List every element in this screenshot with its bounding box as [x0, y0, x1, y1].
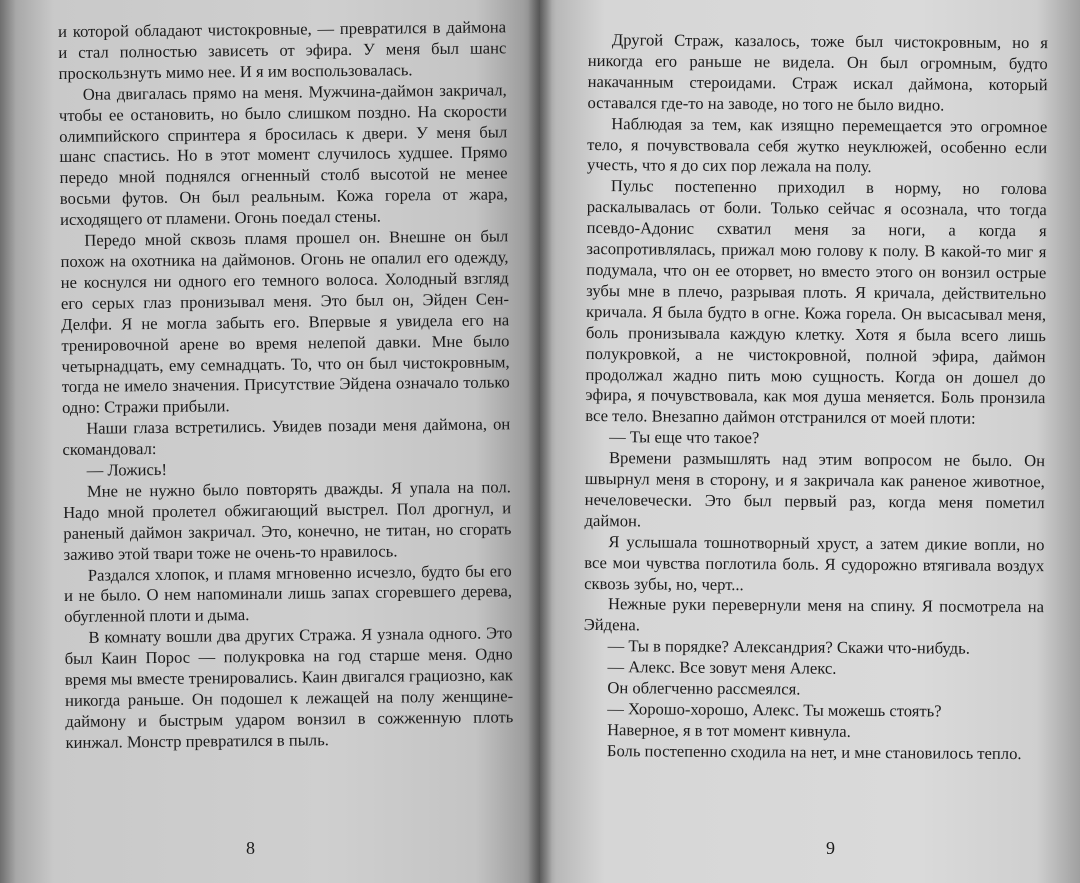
paragraph: Раздался хлопок, и пламя мгновенно исчезло, будто бы его и не было. О нем напоминали лишь запах сгоревшего дерева, обугленной плоти и дыма.	[63, 560, 513, 627]
paragraph: Он облегченно рассмеялся.	[607, 678, 801, 699]
paragraph: Наверное, я в тот момент кивнула.	[607, 720, 851, 741]
paragraph: Наблюдая за тем, как изящно перемещается это огромное тело, я почувствовала себя жутко неуклюжей, особенно если учесть, что я до сих пор лежала на полу.	[586, 113, 1048, 177]
right-page-text	[583, 30, 1048, 765]
paragraph: — Ты еще что такое?	[609, 427, 760, 448]
paragraph: Боль постепенно сходила на нет, и мне становилось тепло.	[606, 740, 1022, 763]
paragraph: Пульс постепенно приходил в норму, но голова раскалывалась от боли. Только сейчас я осознала, что тогда псевдо-Адонис схватил меня за ноги, а когда я засопротивлялась, прижал мою голову к полу. В какой-то миг я подумала, что он ее оторвет, но вместо этого он вонзил острые зубы мне в плечо, разрывая плоть. Я кричала, действительно кричала. Я была будто в огне. Кожа горела. Он высасывал меня, боль пронизывала каждую клетку. Хотя я была всего лишь полукровкой, а не чистокровной, полной эфира, даймон продолжал жадно пить мою сущность. Когда он дошел до эфира, я почувствовала, как моя душа меняется. Боль пронзила все тело. Внезапно даймон отстранился от моей плоти:	[585, 176, 1047, 429]
paragraph: — Ложись!	[86, 459, 168, 480]
paragraph: Другой Страж, казалось, тоже был чистокровным, но я никогда его раньше не видела. Он был огромным, будто накачанным стероидами. Страж искал даймона, который оставался где-то на заводе, но того не было видно.	[587, 30, 1048, 115]
paragraph: — Хорошо-хорошо, Алекс. Ты можешь стоять?	[607, 699, 942, 721]
paragraph: — Ты в порядке? Александрия? Скажи что-нибудь.	[607, 636, 970, 658]
page-number-left: 8	[246, 838, 255, 858]
paragraph: Времени размышлять над этим вопросом не было. Он швырнул меня в сторону, и я закричала как раненое животное, нечеловечески. Это был первый раз, когда меня пометил даймон.	[584, 448, 1046, 531]
paragraph: Передо мной сквозь пламя прошел он. Внешне он был похож на охотника на даймонов. Огонь не опалил его одежду, не коснулся ни одного его темного волоса. Холодный взгляд его серых глаз пронизывал меня. Это был он, Эйден Сен-Делфи. Я не могла забыть его. Впервые я увидела его на тренировочной арене во время нелепой давки. Мне было четырнадцать, ему семнадцать. То, что он был чистокровным, тогда не имело значения. Присутствие Эйдена означало только одно: Стражи прибыли.	[60, 226, 510, 418]
right-page	[540, 0, 1080, 883]
paragraph: Она двигалась прямо на меня. Мужчина-даймон закричал, чтобы ее остановить, но было слишком поздно. На скорости олимпийского спринтера я бросилась к двери. У меня был шанс спастись. Но в этот момент случилось худшее. Прямо передо мной поднялся огненный столб высотой не менее восьми футов. Он был реальным. Кожа горела от жара, исходящего от пламени. Огонь поедал стены.	[58, 80, 508, 230]
paragraph: Мне не нужно было повторять дважды. Я упала на пол. Надо мной пролетел обжигающий выстрел. Пол дрогнул, и раненый даймон закричал. Это, конечно, не титан, но сгорать заживо этой твари тоже не очень-то нравилось.	[63, 477, 512, 564]
paragraph: Нежные руки перевернули меня на спину. Я посмотрела на Эйдена.	[583, 594, 1045, 635]
page-number-right: 9	[826, 838, 835, 858]
paragraph: Я услышала тошнотворный хруст, а затем дикие вопли, но все мои чувства поглотила боль. Я судорожно втягивала воздух сквозь зубы, но, черт...	[584, 531, 1045, 594]
paragraph: В комнату вошли два других Стража. Я узнала одного. Это был Каин Порос — полукровка на год старше меня. Одно время мы вместе тренировались. Каин двигался грациозно, как никогда раньше. Он подошел к лежащей на полу женщине-даймону и быстрым ударом вонзил в сожженную плоть кинжал. Монстр превратился в пыль.	[64, 623, 514, 752]
paragraph: Наши глаза встретились. Увидев позади меня даймона, он скомандовал:	[62, 414, 511, 460]
left-page-text	[58, 17, 514, 753]
paragraph: и которой обладают чистокровные, — превратился в даймона и стал полностью зависеть от эфира. У меня был шанс проскользнуть мимо нее. И я им воспользовалась.	[58, 17, 507, 83]
paragraph: — Алекс. Все зовут меня Алекс.	[607, 657, 837, 678]
